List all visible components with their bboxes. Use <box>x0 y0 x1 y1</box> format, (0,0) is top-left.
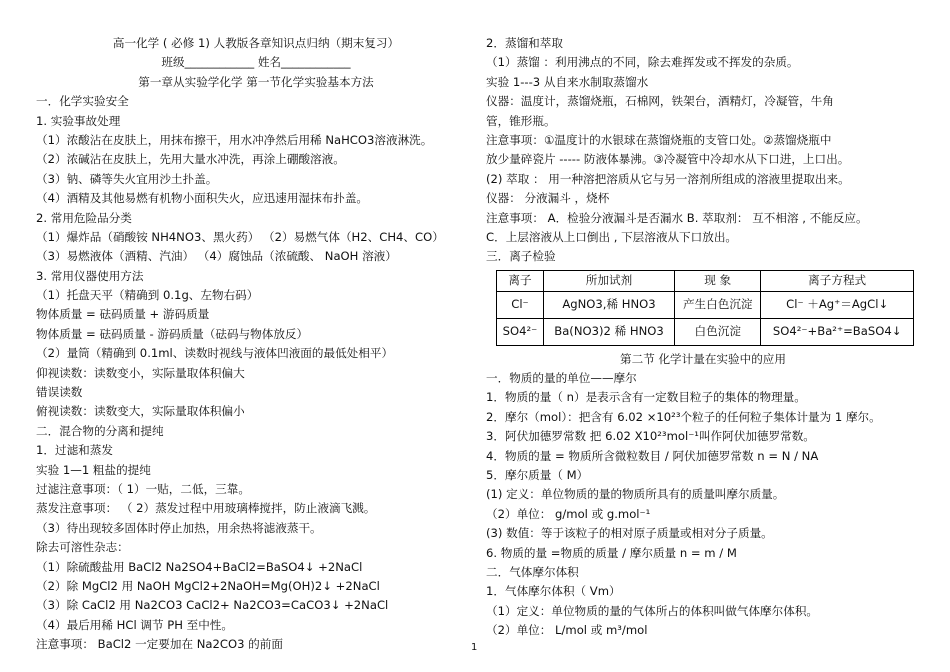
text-line: 1．过滤和蒸发 <box>36 443 113 458</box>
text-line: 1．气体摩尔体积（ Vm） <box>486 584 621 599</box>
text-line: （3）除 CaCl2 用 Na2CO3 CaCl2+ Na2CO3=CaCO3↓ +2NaCl <box>36 598 389 613</box>
text-line: 仪器： 分液漏斗 ，烧杯 <box>486 191 610 206</box>
text-line: (3) 数值：等于该粒子的相对原子质量或相对分子质量。 <box>486 526 773 541</box>
chapter-heading: 第一章从实验学化学 第一节化学实验基本方法 <box>138 74 374 89</box>
text-line: 放少量碎瓷片 ----- 防液体暴沸。③冷凝管中冷却水从下口进，上口出。 <box>486 152 850 167</box>
ion-test-table <box>496 270 914 346</box>
text-line: （2）浓碱沾在皮肤上，先用大量水冲洗，再涂上硼酸溶液。 <box>36 152 345 167</box>
class-name-line: 班级____________ 姓名____________ <box>161 55 351 70</box>
text-line: 3．阿伏加德罗常数 把 6.02 X10²³mol⁻¹叫作阿伏加德罗常数。 <box>486 429 815 444</box>
table-cell: AgNO3,稀 HNO3 <box>543 291 674 318</box>
text-line: （1）定义：单位物质的量的气体所占的体积叫做气体摩尔体积。 <box>486 603 819 618</box>
table-row <box>497 291 914 318</box>
text-line: 实验 1—1 粗盐的提纯 <box>36 462 151 477</box>
document-title: 高一化学 ( 必修 1) 人教版各章知识点归纳（期末复习） <box>112 36 400 50</box>
table-row <box>497 318 914 345</box>
text-line: 过滤注意事项：（ 1）一贴，二低，三靠。 <box>36 481 250 496</box>
text-line: 仪器：温度计，蒸馏烧瓶，石棉网，铁架台，酒精灯，冷凝管，牛角 <box>486 94 834 109</box>
text-line: （2）除 MgCl2 用 NaOH MgCl2+2NaOH=Mg(OH)2↓ +2NaCl <box>36 578 380 593</box>
text-line: 注意事项： BaCl2 一定要加在 Na2CO3 的前面 <box>36 637 283 652</box>
text-line: （3）易燃液体（酒精、汽油） （4）腐蚀品（浓硫酸、 NaOH 溶液） <box>36 249 397 264</box>
table-cell: 产生白色沉淀 <box>675 291 761 318</box>
text-line: (1) 定义：单位物质的量的物质所具有的质量叫摩尔质量。 <box>486 487 785 502</box>
text-line: 一．物质的量的单位——摩尔 <box>486 371 637 386</box>
text-line: 二．混合物的分离和提纯 <box>36 423 164 438</box>
text-line: （1）除硫酸盐用 BaCl2 Na2SO4+BaCl2=BaSO4↓ +2NaCl <box>36 559 363 574</box>
table-header-row <box>497 270 914 291</box>
right-column <box>486 34 920 641</box>
text-line: 注意事项：①温度计的水银球在蒸馏烧瓶的支管口处。②蒸馏烧瓶中 <box>486 132 832 147</box>
text-line: 2. 常用危险品分类 <box>36 210 132 225</box>
text-line: （1）蒸馏 ：利用沸点的不同，除去难挥发或不挥发的杂质。 <box>486 55 799 70</box>
text-line: 蒸发注意事项： （ 2）蒸发过程中用玻璃棒搅拌，防止液滴飞溅。 <box>36 501 376 516</box>
text-line: 2．蒸馏和萃取 <box>486 36 563 50</box>
text-line: 5．摩尔质量（ M） <box>486 468 589 483</box>
left-column <box>36 34 476 655</box>
text-line: 3. 常用仪器使用方法 <box>36 268 144 283</box>
table-cell: Ba(NO3)2 稀 HNO3 <box>543 318 674 345</box>
text-line: （4）酒精及其他易燃有机物小面积失火，应迅速用湿抹布扑盖。 <box>36 191 369 206</box>
table-cell: 白色沉淀 <box>675 318 761 345</box>
text-line: 仰视读数：读数变小，实际量取体积偏大 <box>36 365 245 380</box>
text-line: 物体质量 = 砝码质量 - 游码质量（砝码与物体放反） <box>36 326 309 341</box>
table-cell: Cl⁻ <box>497 291 544 318</box>
text-line: 2．摩尔（mol）：把含有 6.02 ×10²³个粒子的任何粒子集体计量为 1 摩尔。 <box>486 409 881 424</box>
table-header-cell: 现 象 <box>675 270 761 291</box>
text-line: (2) 萃取 ： 用一种溶把溶质从它与另一溶剂所组成的溶液里提取出来。 <box>486 171 850 186</box>
text-line: 注意事项： A．检验分液漏斗是否漏水 B. 萃取剂： 互不相溶 , 不能反应。 <box>486 210 868 225</box>
text-line: （4）最后用稀 HCl 调节 PH 至中性。 <box>36 617 233 632</box>
text-line: （2）单位： g/mol 或 g.mol⁻¹ <box>486 506 651 521</box>
table-cell: SO4²⁻ <box>497 318 544 345</box>
text-line: 实验 1---3 从自来水制取蒸馏水 <box>486 74 649 89</box>
text-line: （3）钠、磷等失火宜用沙土扑盖。 <box>36 171 218 186</box>
text-line: 1．物质的量（ n）是表示含有一定数目粒子的集体的物理量。 <box>486 390 806 405</box>
section-heading: 第二节 化学计量在实验中的应用 <box>620 351 786 366</box>
page-number: 1 <box>471 642 478 653</box>
text-line: 一．化学实验安全 <box>36 94 129 109</box>
table-header-cell: 所加试剂 <box>543 270 674 291</box>
text-line: 4．物质的量 = 物质所含微粒数目 / 阿伏加德罗常数 n = N / NA <box>486 448 819 463</box>
text-line: 三．离子检验 <box>486 249 556 264</box>
table-cell: Cl⁻ ＋Ag⁺＝AgCl↓ <box>761 291 914 318</box>
text-line: （1）爆炸品（硝酸铵 NH4NO3、黑火药） （2）易燃气体（H2、CH4、CO） <box>36 229 444 244</box>
text-line: （2）单位： L/mol 或 m³/mol <box>486 623 648 638</box>
text-line: C．上层溶液从上口倒出 , 下层溶液从下口放出。 <box>486 229 738 244</box>
text-line: 管，锥形瓶。 <box>486 113 556 128</box>
text-line: （1）浓酸沾在皮肤上，用抹布擦干，用水冲净然后用稀 NaHCO3溶液淋洗。 <box>36 132 433 147</box>
text-line: 6. 物质的量 =物质的质量 / 摩尔质量 n = m / M <box>486 545 737 560</box>
table-header-cell: 离子 <box>497 270 544 291</box>
text-line: （2）量筒（精确到 0.1ml、读数时视线与液体凹液面的最低处相平） <box>36 346 394 361</box>
text-line: 除去可溶性杂志： <box>36 540 129 555</box>
table-cell: SO4²⁻+Ba²⁺=BaSO4↓ <box>761 318 914 345</box>
table-header-cell: 离子方程式 <box>761 270 914 291</box>
text-line: （1）托盘天平（精确到 0.1g、左物右码） <box>36 288 259 303</box>
text-line: 二．气体摩尔体积 <box>486 564 579 579</box>
text-line: （3）待出现较多固体时停止加热，用余热将滤液蒸干。 <box>36 520 322 535</box>
text-line: 1. 实验事故处理 <box>36 113 121 128</box>
text-line: 俯视读数：读数变大，实际量取体积偏小 <box>36 404 245 419</box>
text-line: 错误读数 <box>36 385 83 400</box>
text-line: 物体质量 = 砝码质量 + 游码质量 <box>36 307 210 322</box>
